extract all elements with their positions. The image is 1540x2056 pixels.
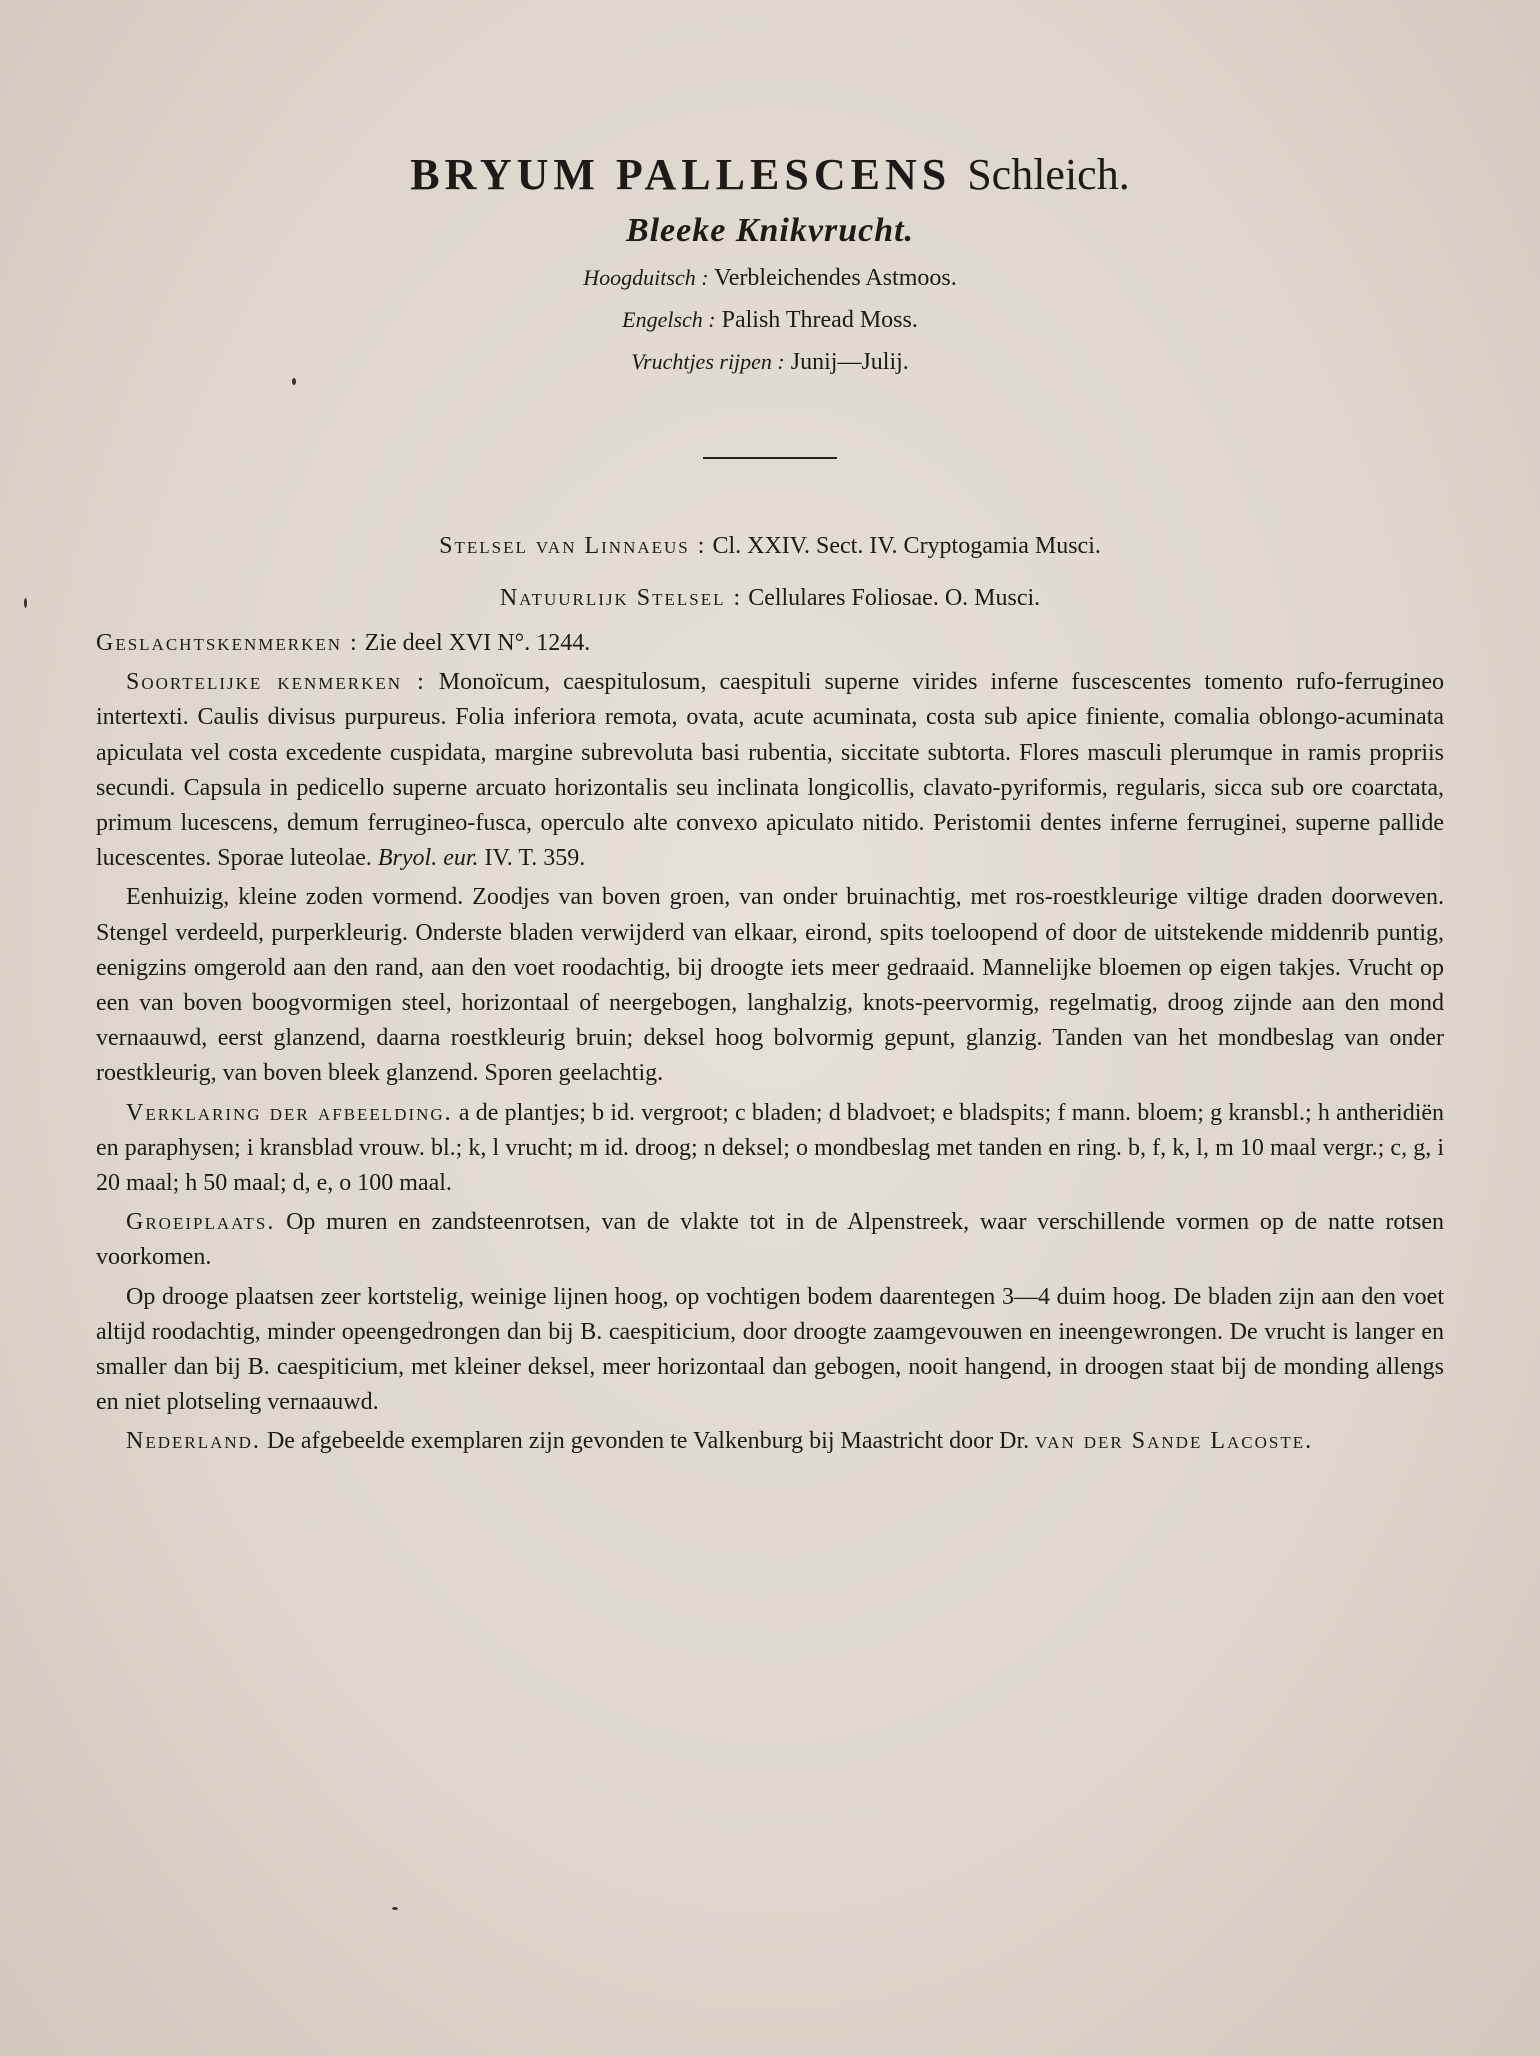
paper-speck [392,1907,398,1910]
paper-speck [292,378,296,385]
page-title [0,145,1540,205]
meta-ripening [0,341,1540,383]
meta-english [0,299,1540,341]
meta-german [0,257,1540,299]
meta-ripening-label: Vruchtjes rijpen : [631,349,785,374]
habitat-paragraph-2: Op drooge plaatsen zeer kortstelig, weinige lijnen hoog, op vochtigen bodem daarentegen 3—4 duim hoog. De bladen zijn aan den voet altijd roodachtig, minder opeengedrongen dan bij B. caespiticium, door droogte zaamgevouwen en ineengewrongen. De vrucht is langer en smaller dan bij B. caespiticium, met kleiner deksel, meer horizontaal dan gebogen, nooit hangend, in droogen staat bij de monding allengs en niet plotseling vernaauwd. [96,1283,1444,1416]
genus-value: Zie deel XVI N°. 1244. [364,630,591,656]
species-author: Schleich. [967,150,1130,199]
meta-ripening-value: Junij—Julij. [790,349,909,375]
locality-paragraph [96,1424,1444,1459]
species-label: Soortelijke kenmerken : [126,669,426,696]
linnaeus-system [96,533,1444,560]
linnaeus-value: Cl. XXIV. Sect. IV. Cryptogamia Musci. [712,533,1101,559]
species-text: Monoïcum, caespitulosum, caespituli superne virides inferne fuscescentes tomento rufo-ferrugineo intertexti. Caulis divisus purpureus. Folia inferiora remota, ovata, acute acuminata, costa sub apice finiente, comalia oblongo-acuminata apiculata vel costa excedente cuspidata, margine subrevoluta basi rubentia, siccitate subtorta. Flores masculi plerumque in ramis propriis secundi. Capsula in pedicello superne arcuato horizontalis seu inclinata longicollis, clavato-pyriformis, regularis, sicca sub ore coarctata, primum lucescens, demum ferrugineo-fusca, operculo alte convexo apiculato nitido. Peristomii dentes inferne ferruginei, superne pallide lucescentes. Sporae luteolae. [96,669,1445,872]
habitat-paragraph [96,1205,1444,1275]
natural-system [96,585,1444,612]
species-ref: Bryol. eur. [377,845,479,872]
meta-english-value: Palish Thread Moss. [721,307,918,333]
text-body [96,626,1444,1464]
meta-german-value: Verbleichendes Astmoos. [714,265,957,291]
header [0,145,1540,383]
meta-english-label: Engelsch : [622,307,716,332]
genus-label: Geslachtskenmerken : [96,630,359,656]
species-paragraph [96,665,1444,876]
plate-paragraph [96,1096,1444,1202]
linnaeus-label: Stelsel van Linnaeus : [439,533,707,559]
species-name: BRYUM PALLESCENS [410,150,952,199]
natural-label: Natuurlijk Stelsel : [499,585,743,611]
species-ref-plate: IV. T. 359. [484,845,586,872]
plate-label: Verklaring der afbeelding. [126,1099,453,1126]
meta-german-label: Hoogduitsch : [583,265,709,290]
vernacular-name: Bleeke Knikvrucht. [625,212,915,249]
plate-text: a de plantjes; b id. vergroot; c bladen; d bladvoet; e bladspits; f mann. bloem; g kransbl.; h antheridiën en paraphysen; i kransblad vrouw. bl.; k, l vrucht; m id. droog; n deksel; o mondbeslag met tanden en ring. b, f, k, l, m 10 maal vergr.; c, g, i 20 maal; h 50 maal; d, e, o 100 maal. [96,1099,1445,1197]
habitat-text: Op muren en zandsteenrotsen, van de vlakte tot in de Alpenstreek, waar verschillende vormen op de natte rotsen voorkomen. [96,1209,1445,1271]
paper-speck [24,598,27,608]
locality-text: De afgebeelde exemplaren zijn gevonden te Valkenburg bij Maastricht door Dr. [266,1428,1030,1455]
natural-value: Cellulares Foliosae. O. Musci. [748,585,1041,611]
habitat-label: Groeiplaats. [126,1209,276,1236]
genus-paragraph [96,626,1444,661]
locality-person: van der Sande Lacoste. [1035,1428,1314,1455]
description-paragraph: Eenhuizig, kleine zoden vormend. Zoodjes van boven groen, van onder bruinachtig, met ros-roestkleurige viltige draden doorweven. Stengel verdeeld, purperkleurig. Onderste bladen verwijderd van elkaar, eirond, spits toeloopend of door de uitstekende middenrib puntig, eenigzins omgerold aan den rand, aan den voet roodachtig, bij droogte iets meer gedraaid. Mannelijke bloemen op eigen takjes. Vrucht op een van boven boogvormigen steel, horizontaal of neergebogen, langhalzig, knots-peervormig, regelmatig, droog zijnde aan den mond vernaauwd, eerst glanzend, daarna roestkleurig bruin; deksel hoog bolvormig gepunt, glanzig. Tanden van het mondbeslag van onder roestkleurig, van boven bleek glanzend. Sporen geelachtig. [96,884,1444,1087]
locality-label: Nederland. [126,1428,261,1455]
section-divider [703,457,837,459]
